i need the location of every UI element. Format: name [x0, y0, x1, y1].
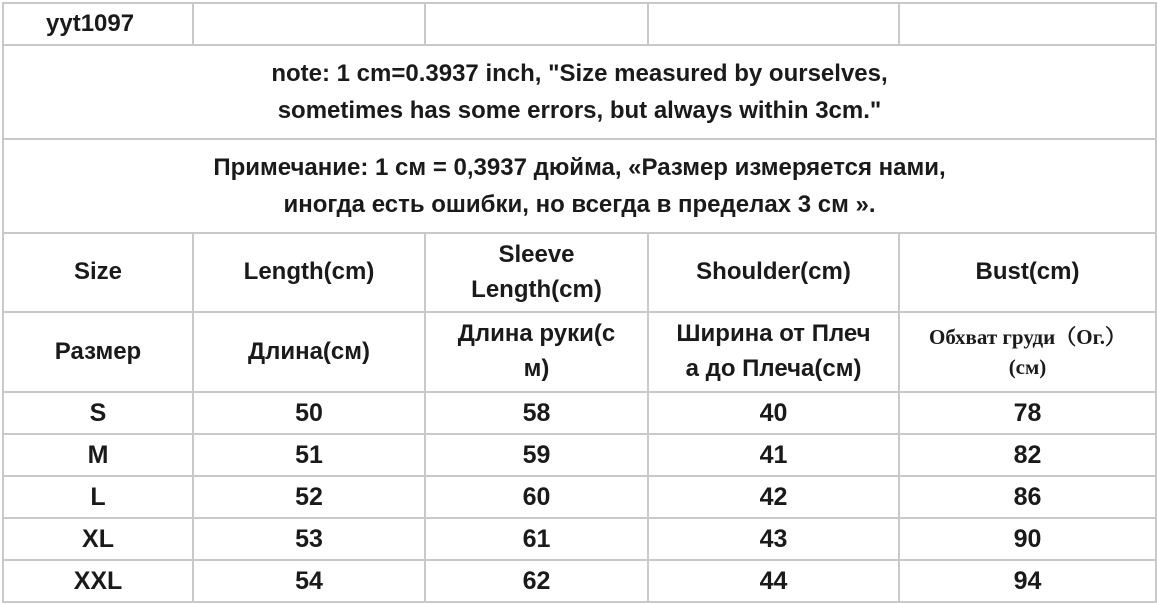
length-cell: 50	[193, 392, 425, 434]
product-code-row	[3, 3, 1156, 45]
header-sleeve-ru-line: м)	[523, 355, 550, 382]
header-size-en: Size	[3, 233, 193, 312]
sleeve-cell: 60	[425, 476, 648, 518]
empty-cell	[899, 3, 1156, 45]
table-row	[3, 476, 1156, 518]
table-row	[3, 434, 1156, 476]
size-cell: XXL	[3, 560, 193, 602]
sleeve-cell: 58	[425, 392, 648, 434]
note-en-line: sometimes has some errors, but always within 3cm."	[277, 97, 882, 124]
size-cell: S	[3, 392, 193, 434]
note-en-line: note: 1 cm=0.3937 inch, "Size measured by ourselves,	[271, 59, 888, 87]
note-ru	[3, 139, 1156, 233]
product-code: yyt1097	[3, 3, 193, 45]
sleeve-cell: 61	[425, 518, 648, 560]
note-ru-line: иногда есть ошибки, но всегда в пределах 3 см ».	[283, 191, 876, 218]
table-row	[3, 518, 1156, 560]
header-bust-ru	[899, 312, 1156, 392]
shoulder-cell: 41	[648, 434, 899, 476]
header-shoulder-ru-line: а до Плеча(см)	[685, 355, 862, 382]
shoulder-cell: 43	[648, 518, 899, 560]
empty-cell	[425, 3, 648, 45]
note-ru-row	[3, 139, 1156, 233]
table-row	[3, 392, 1156, 434]
note-ru-line: Примечание: 1 см = 0,3937 дюйма, «Размер измеряется нами,	[213, 153, 946, 181]
header-ru-row	[3, 312, 1156, 392]
bust-cell: 86	[899, 476, 1156, 518]
size-cell: L	[3, 476, 193, 518]
shoulder-cell: 42	[648, 476, 899, 518]
header-sleeve-ru-line: Длина руки(с	[457, 320, 616, 348]
sleeve-cell: 59	[425, 434, 648, 476]
header-shoulder-ru	[648, 312, 899, 392]
header-sleeve-en-line: Length(cm)	[471, 275, 602, 303]
header-bust-ru-line: (см)	[1008, 355, 1047, 379]
header-sleeve-ru	[425, 312, 648, 392]
size-chart-table	[2, 2, 1157, 603]
length-cell: 51	[193, 434, 425, 476]
empty-cell	[193, 3, 425, 45]
bust-cell: 82	[899, 434, 1156, 476]
header-length-ru: Длина(см)	[193, 312, 425, 392]
header-length-en: Length(cm)	[193, 233, 425, 312]
length-cell: 52	[193, 476, 425, 518]
size-cell: XL	[3, 518, 193, 560]
header-shoulder-en: Shoulder(cm)	[648, 233, 899, 312]
size-cell: M	[3, 434, 193, 476]
bust-cell: 94	[899, 560, 1156, 602]
bust-cell: 78	[899, 392, 1156, 434]
bust-cell: 90	[899, 518, 1156, 560]
shoulder-cell: 44	[648, 560, 899, 602]
header-sleeve-en	[425, 233, 648, 312]
sleeve-cell: 62	[425, 560, 648, 602]
length-cell: 53	[193, 518, 425, 560]
header-shoulder-ru-line: Ширина от Плеч	[676, 320, 871, 348]
header-size-ru: Размер	[3, 312, 193, 392]
header-bust-ru-line: Обхват груди（Ог.）	[929, 324, 1126, 349]
length-cell: 54	[193, 560, 425, 602]
header-en-row	[3, 233, 1156, 312]
note-en-row	[3, 45, 1156, 139]
empty-cell	[648, 3, 899, 45]
shoulder-cell: 40	[648, 392, 899, 434]
header-bust-en: Bust(cm)	[899, 233, 1156, 312]
table-row	[3, 560, 1156, 602]
note-en	[3, 45, 1156, 139]
header-sleeve-en-line: Sleeve	[498, 240, 575, 268]
